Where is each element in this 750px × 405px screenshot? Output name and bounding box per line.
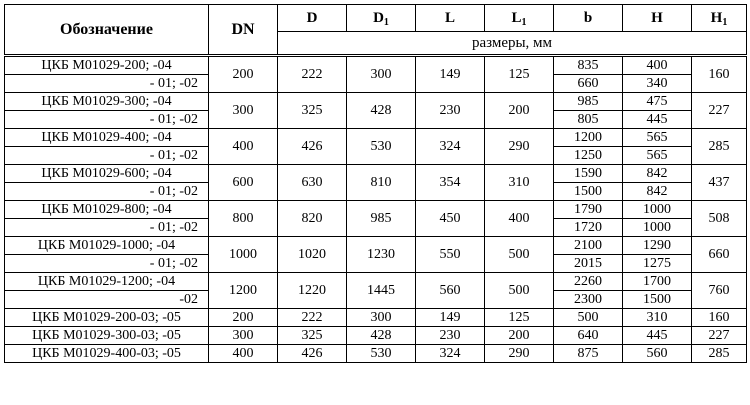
- designation-cell: - 01; -02: [5, 75, 209, 93]
- table-container: [4, 4, 747, 363]
- d-cell: 630: [278, 165, 347, 201]
- h-cell: 560: [623, 345, 692, 363]
- col-header-l: L: [416, 5, 485, 32]
- designation-cell: - 01; -02: [5, 183, 209, 201]
- dn-cell: 1000: [209, 237, 278, 273]
- d1-cell: 300: [347, 309, 416, 327]
- h1-cell: 285: [692, 345, 747, 363]
- h-cell: 1000: [623, 219, 692, 237]
- table-row: [5, 56, 747, 75]
- designation-cell: - 01; -02: [5, 111, 209, 129]
- col-header-d1: $D_1$: [347, 5, 416, 32]
- h-cell: 1275: [623, 255, 692, 273]
- dn-cell: 300: [209, 93, 278, 129]
- designation-cell: ЦКБ М01029-300; -04: [5, 93, 209, 111]
- h1-cell: 760: [692, 273, 747, 309]
- l1-cell: 290: [485, 129, 554, 165]
- designation-cell: -02: [5, 291, 209, 309]
- designation-cell: ЦКБ М01029-200; -04: [5, 56, 209, 75]
- table-row: [5, 327, 747, 345]
- h1-cell: 227: [692, 327, 747, 345]
- table-row: [5, 237, 747, 255]
- l-cell: 230: [416, 327, 485, 345]
- table-row: [5, 309, 747, 327]
- l1-cell: 200: [485, 93, 554, 129]
- col-header-h1: $H_1$: [692, 5, 747, 32]
- d1-cell: 1445: [347, 273, 416, 309]
- l-cell: 450: [416, 201, 485, 237]
- d-cell: 1220: [278, 273, 347, 309]
- designation-cell: ЦКБ М01029-300-03; -05: [5, 327, 209, 345]
- col-header-l1: $L_1$: [485, 5, 554, 32]
- designation-cell: - 01; -02: [5, 147, 209, 165]
- d-cell: 1020: [278, 237, 347, 273]
- dn-cell: 600: [209, 165, 278, 201]
- l1-cell: 200: [485, 327, 554, 345]
- l1-cell: 125: [485, 309, 554, 327]
- h-cell: 475: [623, 93, 692, 111]
- dn-cell: 1200: [209, 273, 278, 309]
- h1-cell: 160: [692, 56, 747, 93]
- b-cell: 1790: [554, 201, 623, 219]
- l-cell: 324: [416, 345, 485, 363]
- h1-cell: 285: [692, 129, 747, 165]
- h-cell: 842: [623, 183, 692, 201]
- table-row: [5, 273, 747, 291]
- h-cell: 1290: [623, 237, 692, 255]
- designation-cell: ЦКБ М01029-800; -04: [5, 201, 209, 219]
- units-label: размеры, мм: [278, 32, 747, 56]
- designation-cell: ЦКБ М01029-1200; -04: [5, 273, 209, 291]
- designation-cell: ЦКБ М01029-600; -04: [5, 165, 209, 183]
- h-cell: 340: [623, 75, 692, 93]
- designation-cell: ЦКБ М01029-400-03; -05: [5, 345, 209, 363]
- b-cell: 640: [554, 327, 623, 345]
- b-cell: 500: [554, 309, 623, 327]
- d-cell: 426: [278, 345, 347, 363]
- d1-cell: 810: [347, 165, 416, 201]
- b-cell: 1200: [554, 129, 623, 147]
- col-header-d: D: [278, 5, 347, 32]
- l1-cell: 500: [485, 273, 554, 309]
- b-cell: 805: [554, 111, 623, 129]
- dn-cell: 800: [209, 201, 278, 237]
- dn-cell: 200: [209, 309, 278, 327]
- l-cell: 149: [416, 56, 485, 93]
- l-cell: 560: [416, 273, 485, 309]
- h-cell: 445: [623, 327, 692, 345]
- d1-cell: 1230: [347, 237, 416, 273]
- d1-cell: 985: [347, 201, 416, 237]
- b-cell: 1500: [554, 183, 623, 201]
- l1-cell: 125: [485, 56, 554, 93]
- table-header: [5, 5, 747, 56]
- b-cell: 985: [554, 93, 623, 111]
- d1-cell: 530: [347, 345, 416, 363]
- d1-cell: 428: [347, 93, 416, 129]
- l-cell: 550: [416, 237, 485, 273]
- dn-cell: 300: [209, 327, 278, 345]
- l1-cell: 310: [485, 165, 554, 201]
- l1-cell: 500: [485, 237, 554, 273]
- b-cell: 835: [554, 56, 623, 75]
- b-cell: 660: [554, 75, 623, 93]
- b-cell: 1590: [554, 165, 623, 183]
- dn-cell: 200: [209, 56, 278, 93]
- d1-cell: 300: [347, 56, 416, 93]
- designation-cell: ЦКБ М01029-400; -04: [5, 129, 209, 147]
- b-cell: 2100: [554, 237, 623, 255]
- h1-cell: 160: [692, 309, 747, 327]
- table-body: [5, 56, 747, 363]
- table-row: [5, 345, 747, 363]
- d-cell: 222: [278, 56, 347, 93]
- h-cell: 565: [623, 147, 692, 165]
- dn-cell: 400: [209, 345, 278, 363]
- h1-cell: 437: [692, 165, 747, 201]
- h1-cell: 660: [692, 237, 747, 273]
- col-header-designation: Обозначение: [5, 5, 209, 56]
- d-cell: 820: [278, 201, 347, 237]
- l-cell: 354: [416, 165, 485, 201]
- b-cell: 2300: [554, 291, 623, 309]
- designation-cell: - 01; -02: [5, 219, 209, 237]
- d1-cell: 530: [347, 129, 416, 165]
- h-cell: 1500: [623, 291, 692, 309]
- l1-cell: 400: [485, 201, 554, 237]
- designation-cell: ЦКБ М01029-1000; -04: [5, 237, 209, 255]
- dn-cell: 400: [209, 129, 278, 165]
- col-header-h: H: [623, 5, 692, 32]
- d-cell: 325: [278, 327, 347, 345]
- b-cell: 1250: [554, 147, 623, 165]
- table-row: [5, 129, 747, 147]
- table-row: [5, 201, 747, 219]
- h-cell: 400: [623, 56, 692, 75]
- b-cell: 2260: [554, 273, 623, 291]
- l1-cell: 290: [485, 345, 554, 363]
- designation-cell: - 01; -02: [5, 255, 209, 273]
- col-header-b: b: [554, 5, 623, 32]
- d-cell: 222: [278, 309, 347, 327]
- h-cell: 310: [623, 309, 692, 327]
- h1-cell: 508: [692, 201, 747, 237]
- h-cell: 1700: [623, 273, 692, 291]
- b-cell: 1720: [554, 219, 623, 237]
- l-cell: 324: [416, 129, 485, 165]
- h-cell: 565: [623, 129, 692, 147]
- designation-cell: ЦКБ М01029-200-03; -05: [5, 309, 209, 327]
- col-header-dn: DN: [209, 5, 278, 56]
- d1-cell: 428: [347, 327, 416, 345]
- table-row: [5, 165, 747, 183]
- l-cell: 230: [416, 93, 485, 129]
- b-cell: 2015: [554, 255, 623, 273]
- h-cell: 842: [623, 165, 692, 183]
- h-cell: 1000: [623, 201, 692, 219]
- d-cell: 426: [278, 129, 347, 165]
- b-cell: 875: [554, 345, 623, 363]
- dimensions-table: [4, 4, 747, 363]
- table-row: [5, 93, 747, 111]
- h-cell: 445: [623, 111, 692, 129]
- l-cell: 149: [416, 309, 485, 327]
- h1-cell: 227: [692, 93, 747, 129]
- d-cell: 325: [278, 93, 347, 129]
